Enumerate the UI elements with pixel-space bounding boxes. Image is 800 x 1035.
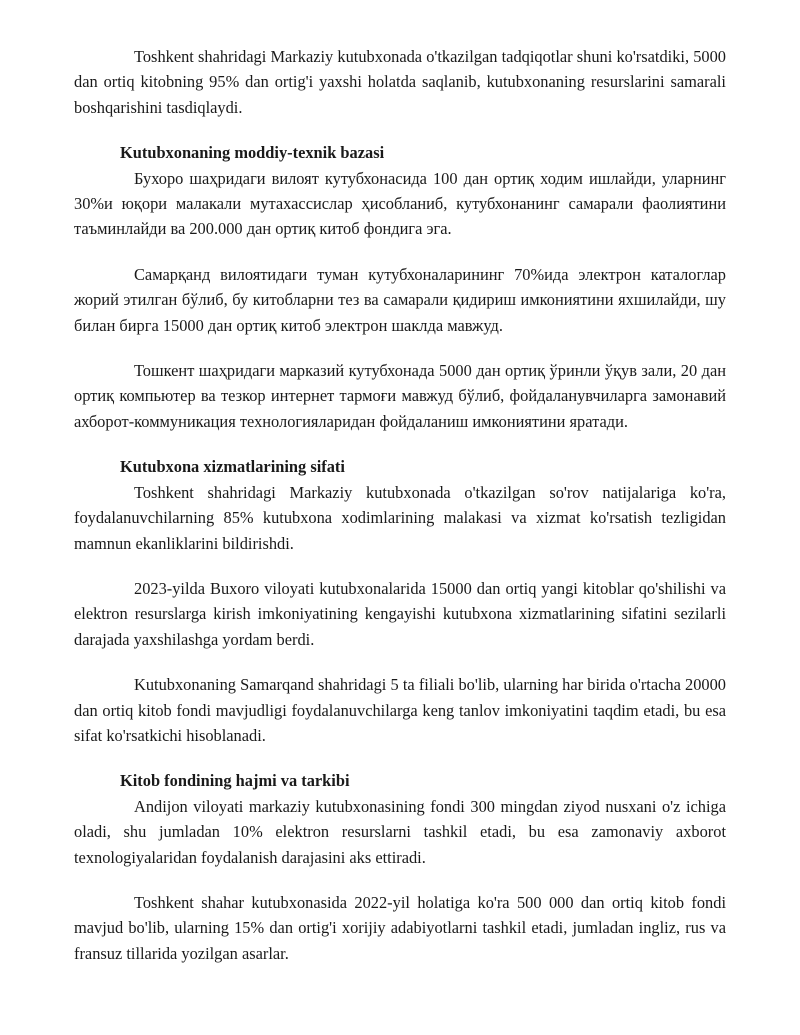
paragraph: Kutubxonaning Samarqand shahridagi 5 ta filiali bo'lib, ularning har birida o'rtacha 20000 dan ortiq kitob fondi mavjudligi foydalanuvchilarga keng tanlov imkoniyatini taqdim etadi, bu esa sifat ko'rsatkichi hisoblanadi. — [74, 675, 726, 745]
paragraph: Самарқанд вилоятидаги туман кутубхоналарининг 70%ида электрон каталоглар жорий этилган бўлиб, бу китобларни тез ва самарали қидириш имкониятини яхшилайди, шу билан бирга 15000 дан ортиқ китоб электрон шаклда мавжуд. — [74, 264, 726, 335]
intro-paragraph: Toshkent shahridagi Markaziy kutubxonada o'tkazilgan tadqiqotlar shuni ko'rsatdiki, 5000 dan ortiq kitobning 95% dan ortig'i yaxshi holatda saqlanib, kutubxonaning resurslarini samarali boshqarishini tasdiqlaydi. — [74, 47, 726, 117]
paragraph: Andijon viloyati markaziy kutubxonasining fondi 300 mingdan ziyod nusxani o'z ichiga oladi, shu jumladan 10% elektron resurslarni tashkil etadi, bu esa zamonaviy axborot texnologiyalaridan foydalanish darajasini aks ettiradi. — [74, 796, 726, 867]
paragraph: Тошкент шаҳридаги марказий кутубхонада 5000 дан ортиқ ўринли ўқув зали, 20 дан ортиқ компьютер ва тезкор интернет тармоғи мавжуд бўлиб, фойдаланувчиларга замонавий ахборот-коммуникация технологияларидан фойдаланиш имкониятини яратади. — [74, 361, 726, 431]
section-material-technical-base — [74, 140, 726, 434]
section-heading: Kitob fondining hajmi va tarkibi — [120, 771, 350, 791]
document-page — [74, 44, 726, 986]
section-heading: Kutubxonaning moddiy-texnik bazasi — [120, 143, 385, 163]
section-book-fund — [74, 768, 726, 966]
section-service-quality — [74, 454, 726, 748]
paragraph: Toshkent shahar kutubxonasida 2022-yil holatiga ko'ra 500 000 dan ortiq kitob fondi mavjud bo'lib, ularning 15% dan ortig'i xorijiy adabiyotlarni tashkil etadi, jumladan ingliz, rus va fransuz tillarida yozilgan asarlar. — [74, 892, 726, 963]
paragraph: Toshkent shahridagi Markaziy kutubxonada o'tkazilgan so'rov natijalariga ko'ra, foydalanuvchilarning 85% kutubxona xodimlarining malakasi va xizmat ko'rsatish tezligidan mamnun ekanliklarini bildirishdi. — [74, 482, 726, 553]
section-heading: Kutubxona xizmatlarining sifati — [120, 457, 345, 477]
paragraph: Бухоро шаҳридаги вилоят кутубхонасида 100 дан ортиқ ходим ишлайди, уларнинг 30%и юқори малакали мутахассислар ҳисобланиб, кутубхонанинг самарали фаолиятини таъминлайди ва 200.000 дан ортиқ китоб фондига эга. — [74, 168, 726, 239]
paragraph: 2023-yilda Buxoro viloyati kutubxonalarida 15000 dan ortiq yangi kitoblar qo'shilishi va elektron resurslarga kirish imkoniyatining kengayishi kutubxona xizmatlarining sifatini sezilarli darajada yaxshilashga yordam berdi. — [74, 578, 726, 649]
